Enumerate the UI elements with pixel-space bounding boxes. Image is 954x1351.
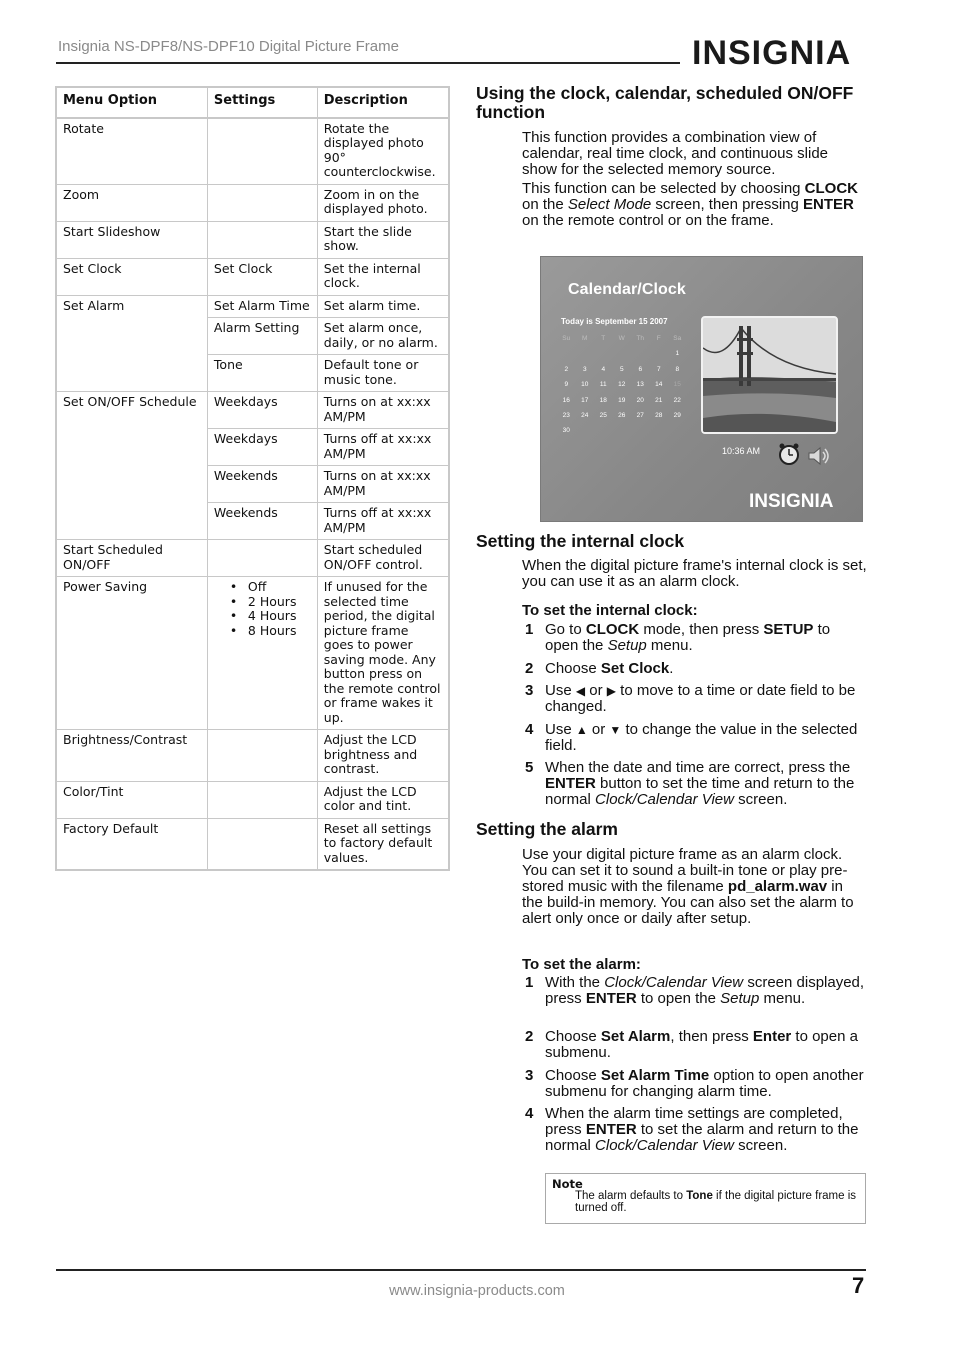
bridge-photo-image: [703, 318, 836, 432]
cell-description: Reset all settings to factory default values.: [317, 818, 449, 870]
menu-options-table: [55, 86, 450, 871]
step-number: 2: [525, 660, 534, 677]
calendar-day: 20: [636, 396, 644, 404]
section-heading-alarm: Setting the alarm: [476, 819, 618, 839]
table-row: [56, 118, 449, 185]
step-number: 4: [525, 721, 534, 738]
calendar-day: 29: [673, 411, 681, 419]
calendar-day: 19: [618, 396, 626, 404]
text-run: The alarm defaults to: [575, 1190, 687, 1202]
cell-menu-option: Start Scheduled ON/OFF: [56, 540, 207, 577]
step-text: [545, 722, 867, 754]
cell-setting: [207, 540, 317, 577]
step-number: 3: [525, 682, 534, 699]
cell-description: Start the slide show.: [317, 221, 449, 258]
note-box: [545, 1173, 866, 1224]
text-run-bold: ENTER: [585, 990, 637, 1007]
text-run-italic: Setup: [720, 990, 760, 1007]
calendar-day: 24: [581, 411, 589, 419]
table-row: [56, 258, 449, 295]
cell-setting-list: [207, 577, 317, 730]
paragraph: [522, 181, 867, 229]
text-run: to change the value in the selected field.: [545, 721, 858, 754]
text-run: screen displayed, press: [545, 974, 865, 1007]
weekday-label: Su: [562, 335, 571, 342]
text-run: in the build-in memory. You can also set the alarm to alert only once or daily after setup.: [522, 878, 854, 927]
calendar-day: 1: [675, 350, 680, 358]
alarm-clock-icon: [778, 443, 800, 465]
cell-setting: Weekends: [207, 503, 317, 540]
text-run: to open a submenu.: [545, 1028, 858, 1061]
cell-description: Turns on at xx:xx AM/PM: [317, 466, 449, 503]
text-run: Choose: [545, 1067, 601, 1084]
text-run: .: [669, 660, 674, 677]
running-header: Insignia NS-DPF8/NS-DPF10 Digital Picture Frame: [58, 38, 399, 55]
table-header-row: [56, 87, 449, 118]
calendar-day: 22: [673, 396, 681, 404]
weekday-label: F: [656, 335, 661, 342]
cell-description: Turns off at xx:xx AM/PM: [317, 429, 449, 466]
cell-setting: [207, 118, 317, 185]
cell-setting: [207, 730, 317, 782]
calendar-day: 23: [562, 411, 570, 419]
cell-menu-option: Rotate: [56, 118, 207, 185]
cell-description: Turns on at xx:xx AM/PM: [317, 392, 449, 429]
calendar-day: 27: [636, 411, 644, 419]
step-item: [522, 1029, 867, 1061]
text-run: to move to a time or date field to be changed.: [545, 682, 856, 715]
text-run-bold: Set Alarm: [600, 1028, 671, 1045]
screenshot-logo-text: INSIGNIA: [749, 491, 834, 512]
step-text: [545, 1106, 867, 1154]
step-number: 2: [525, 1028, 534, 1045]
calendar-day: 2: [564, 365, 569, 373]
weekday-label: M: [582, 335, 588, 342]
column-header-settings: Settings: [207, 87, 317, 118]
step-item: [522, 683, 867, 715]
header-rule: [56, 62, 680, 64]
paragraph: [522, 847, 867, 927]
list-item: • 4 Hours: [230, 609, 311, 624]
calendar-day: [594, 350, 613, 365]
table-row: [56, 392, 449, 429]
cell-description: If unused for the selected time period, the digital picture frame goes to power saving mode. Any button press on the remote control or frame wakes it up.: [317, 577, 449, 730]
text-run: option to open another submenu for changing alarm time.: [545, 1067, 864, 1100]
calendar-day: [613, 427, 632, 442]
calendar-day: [650, 350, 669, 365]
list-item: • Off: [230, 580, 311, 595]
down-arrow-icon: ▼: [609, 723, 622, 737]
text-run: screen, then pressing: [651, 196, 804, 213]
text-run: When the alarm time settings are completed, press: [545, 1105, 843, 1138]
weekday-label: W: [618, 335, 625, 342]
step-text: [545, 975, 867, 1007]
text-run: Choose: [545, 1028, 601, 1045]
cell-description: Set the internal clock.: [317, 258, 449, 295]
calendar-day: [613, 350, 632, 365]
calendar-day: [650, 427, 669, 442]
calendar-week-row: [557, 397, 703, 412]
text-run-bold: ENTER: [585, 1121, 637, 1138]
cell-description: Rotate the displayed photo 90° counterclockwise.: [317, 118, 449, 185]
left-arrow-icon: ◀: [575, 684, 586, 698]
cell-description: Default tone or music tone.: [317, 355, 449, 392]
cell-menu-option: Brightness/Contrast: [56, 730, 207, 782]
text-run-italic: Clock/Calendar View: [595, 791, 734, 808]
text-run-bold: ENTER: [803, 196, 854, 213]
column-header-menu-option: Menu Option: [56, 87, 207, 118]
step-item: [522, 661, 867, 677]
insignia-logo-text: INSIGNIA: [692, 34, 852, 72]
cell-setting: Weekends: [207, 466, 317, 503]
paragraph: When the digital picture frame's internal clock is set, you can use it as an alarm clock.: [522, 557, 867, 590]
step-item: [522, 722, 867, 754]
text-run: menu.: [759, 990, 806, 1007]
step-item: [522, 760, 867, 808]
cell-setting: [207, 818, 317, 870]
procedure-heading: To set the alarm:: [522, 956, 641, 973]
cell-menu-option: Factory Default: [56, 818, 207, 870]
calendar-day: 28: [655, 411, 663, 419]
step-item: [522, 1106, 867, 1154]
calendar-day: 8: [675, 365, 680, 373]
cell-menu-option: Color/Tint: [56, 781, 207, 818]
table-row: [56, 730, 449, 782]
step-number: 4: [525, 1105, 534, 1122]
cell-description: Adjust the LCD brightness and contrast.: [317, 730, 449, 782]
calendar-day: 25: [599, 411, 607, 419]
text-run: Use: [545, 682, 576, 699]
weekday-label: T: [601, 335, 606, 342]
calendar-day: 3: [582, 365, 587, 373]
weekday-label: Sa: [673, 335, 682, 342]
cell-setting: [207, 781, 317, 818]
calendar-day: 30: [562, 427, 570, 435]
step-text: [545, 661, 867, 677]
text-run: to open the: [545, 621, 831, 654]
text-run-bold: Enter: [752, 1028, 792, 1045]
text-run: button to set the time and return to the normal: [545, 775, 855, 808]
cell-setting: Set Clock: [207, 258, 317, 295]
calendar-weekday-row: [557, 335, 703, 350]
step-item: [522, 975, 867, 1007]
text-run: This function can be selected by choosing: [522, 180, 805, 197]
table-row: [56, 221, 449, 258]
table-row: [56, 577, 449, 730]
text-run-bold: Tone: [686, 1190, 713, 1202]
calendar-day: [576, 427, 595, 442]
slideshow-photo-bridge: [701, 316, 838, 434]
power-saving-options-list: [214, 580, 311, 638]
calendar-grid: [557, 335, 703, 443]
text-run-italic: Clock/Calendar View: [604, 974, 744, 991]
text-run: on the remote control or on the frame.: [522, 212, 774, 229]
cell-setting: [207, 221, 317, 258]
cell-menu-option: Set Alarm: [56, 295, 207, 392]
calendar-day: 26: [618, 411, 626, 419]
weekday-label: Th: [636, 335, 645, 342]
text-run: or: [585, 682, 607, 699]
text-run-italic: Clock/Calendar View: [595, 1137, 734, 1154]
cell-setting: Tone: [207, 355, 317, 392]
text-run: Go to: [545, 621, 586, 638]
text-run: mode, then press: [639, 621, 764, 638]
calendar-day: 21: [655, 396, 663, 404]
cell-setting: Weekdays: [207, 392, 317, 429]
cell-description: Set alarm time.: [317, 295, 449, 318]
text-run: screen.: [734, 1137, 788, 1154]
text-run: on the: [522, 196, 568, 213]
step-text: [545, 622, 867, 654]
text-run: or: [587, 721, 610, 738]
text-run: screen.: [734, 791, 788, 808]
insignia-logo: [692, 26, 864, 76]
calendar-day: [631, 350, 650, 365]
calendar-day: [557, 350, 576, 365]
note-body: [575, 1190, 860, 1214]
calendar-day: 11: [599, 381, 607, 389]
cell-menu-option: Set Clock: [56, 258, 207, 295]
cell-description: Set alarm once, daily, or no alarm.: [317, 318, 449, 355]
text-run: to open the: [636, 990, 721, 1007]
step-number: 1: [525, 621, 534, 638]
up-arrow-icon: ▲: [575, 723, 588, 737]
text-run: to set the alarm and return to the normal: [545, 1121, 859, 1154]
section-heading-clock-calendar: Using the clock, calendar, scheduled ON/OFF function: [476, 83, 854, 122]
cell-menu-option: Start Slideshow: [56, 221, 207, 258]
text-run: Use your digital picture frame as an alarm clock. You can set it to sound a built-in tone or play pre-stored music with the filename: [522, 846, 848, 895]
calendar-week-row: [557, 381, 703, 396]
calendar-week-row: [557, 366, 703, 381]
cell-description: Adjust the LCD color and tint.: [317, 781, 449, 818]
text-run-bold: Set Alarm Time: [600, 1067, 710, 1084]
step-text: [545, 683, 867, 715]
calendar-day: 9: [564, 381, 569, 389]
text-run-bold: CLOCK: [585, 621, 640, 638]
text-run: With the: [545, 974, 605, 991]
cell-menu-option: Zoom: [56, 184, 207, 221]
cell-description: Start scheduled ON/OFF control.: [317, 540, 449, 577]
calendar-week-row: [557, 412, 703, 427]
calendar-day: 13: [636, 381, 644, 389]
calendar-day: 7: [656, 365, 661, 373]
step-item: [522, 1068, 867, 1100]
table-row: [56, 540, 449, 577]
text-run-bold: SETUP: [763, 621, 814, 638]
text-run-bold: Set Clock: [600, 660, 670, 677]
calendar-day: [576, 350, 595, 365]
list-item: • 2 Hours: [230, 595, 311, 610]
step-text: [545, 1068, 867, 1100]
speaker-muted-icon: [807, 445, 831, 467]
calendar-day-today: 15: [673, 381, 681, 389]
cell-setting: Alarm Setting: [207, 318, 317, 355]
screenshot-date-line: Today is September 15 2007: [561, 317, 668, 326]
table-row: [56, 781, 449, 818]
page-number: 7: [852, 1273, 865, 1298]
text-run: When the date and time are correct, press the: [545, 759, 851, 776]
text-run-bold: pd_alarm.wav: [727, 878, 828, 895]
calendar-day: 5: [619, 365, 624, 373]
text-run-italic: Select Mode: [567, 196, 652, 213]
cell-menu-option: Power Saving: [56, 577, 207, 730]
text-run: Use: [545, 721, 576, 738]
table-row: [56, 295, 449, 318]
calendar-day: 6: [638, 365, 643, 373]
cell-setting: Weekdays: [207, 429, 317, 466]
calendar-day: 18: [599, 396, 607, 404]
step-number: 5: [525, 759, 534, 776]
calendar-day: [594, 427, 613, 442]
text-run: Choose: [545, 660, 601, 677]
text-run-italic: Setup: [607, 637, 647, 654]
cell-description: Turns off at xx:xx AM/PM: [317, 503, 449, 540]
column-header-description: Description: [317, 87, 449, 118]
step-number: 1: [525, 974, 534, 991]
calendar-day: 14: [655, 381, 663, 389]
screenshot-insignia-logo: [749, 485, 853, 513]
cell-setting: [207, 184, 317, 221]
step-text: [545, 1029, 867, 1061]
text-run: , then press: [670, 1028, 753, 1045]
screenshot-clock-time: 10:36 AM: [722, 446, 761, 456]
section-heading-internal-clock: Setting the internal clock: [476, 531, 685, 551]
calendar-day: 17: [581, 396, 589, 404]
calendar-day: 10: [581, 381, 589, 389]
cell-description: Zoom in on the displayed photo.: [317, 184, 449, 221]
text-run-bold: ENTER: [545, 775, 596, 792]
calendar-week-row: [557, 427, 703, 442]
calendar-clock-screenshot: [540, 256, 863, 522]
calendar-day: 12: [618, 381, 626, 389]
footer-rule: [56, 1269, 866, 1271]
calendar-day: [631, 427, 650, 442]
procedure-heading: To set the internal clock:: [522, 602, 698, 619]
text-run-bold: CLOCK: [804, 180, 858, 197]
step-number: 3: [525, 1067, 534, 1084]
table-row: [56, 184, 449, 221]
step-item: [522, 622, 867, 654]
text-run: if the digital picture frame is turned off.: [575, 1190, 857, 1214]
cell-setting: Set Alarm Time: [207, 295, 317, 318]
table-row: [56, 818, 449, 870]
screenshot-title: Calendar/Clock: [568, 281, 686, 298]
cell-menu-option: Set ON/OFF Schedule: [56, 392, 207, 540]
calendar-day: [668, 427, 687, 442]
paragraph: This function provides a combination view of calendar, real time clock, and continuous slide show for the selected memory source.: [522, 129, 829, 178]
note-title: Note: [552, 1177, 583, 1191]
list-item: • 8 Hours: [230, 624, 311, 639]
calendar-day: 4: [601, 365, 606, 373]
step-text: [545, 760, 867, 808]
right-arrow-icon: ▶: [606, 684, 616, 698]
footer-url: www.insignia-products.com: [389, 1283, 565, 1299]
calendar-week-row: [557, 350, 703, 365]
calendar-day: 16: [562, 396, 570, 404]
text-run: menu.: [646, 637, 693, 654]
